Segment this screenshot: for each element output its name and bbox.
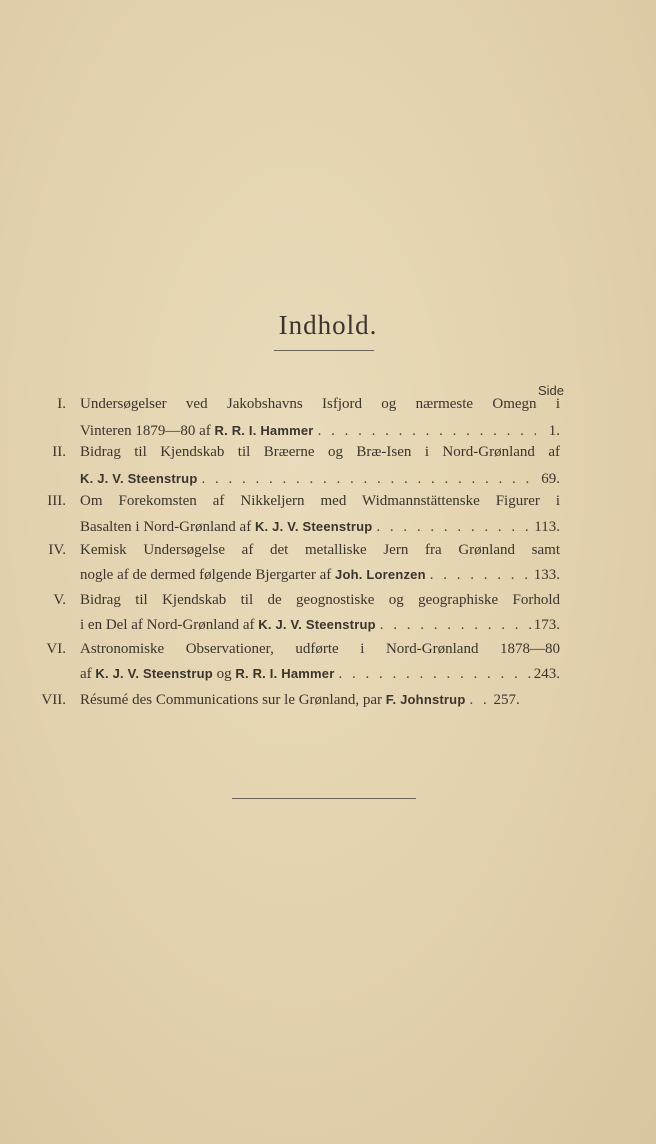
entry-title-line: Undersøgelser ved Jakobshavns Isfjord og nærmeste Omegn i <box>80 396 560 412</box>
entry-author-line <box>80 467 560 491</box>
entry-page-number: 113. <box>534 519 560 535</box>
leader-dots <box>465 688 493 712</box>
entry-title-cont: nogle af de dermed følgende Bjergarter af <box>80 567 336 583</box>
entry-title-line: Kemisk Undersøgelse af det metalliske Jern fra Grønland samt <box>80 542 560 558</box>
entry-numeral: III. <box>47 493 66 509</box>
entry-title-line: Om Forekomsten af Nikkeljern med Widmannstättenske Figurer i <box>80 493 560 509</box>
entry-title-line: Bidrag til Kjendskab til de geognostiske og geographiske Forhold <box>80 592 560 608</box>
entry-numeral: V. <box>53 592 66 608</box>
entry-title-cont: Résumé des Communications sur le Grønland, par <box>80 692 386 708</box>
entry-title-line <box>80 688 560 712</box>
entry-numeral: VII. <box>41 692 66 708</box>
page-title: Indhold. <box>278 310 378 340</box>
leader-dots <box>197 467 536 491</box>
entry-title-line: Bidrag til Kjendskab til Bræerne og Bræ-Isen i Nord-Grønland af <box>80 444 560 460</box>
entry-title-line: Astronomiske Observationer, udførte i Nord-Grønland 1878—80 <box>80 641 560 657</box>
entry-numeral: VI. <box>46 641 66 657</box>
leader-dots <box>372 515 534 539</box>
entry-page-number: 173. <box>533 617 560 633</box>
entry-author: F. Johnstrup <box>385 692 466 707</box>
bottom-rule <box>232 798 416 799</box>
entry-connector: og <box>212 666 236 682</box>
leader-dots <box>426 563 534 587</box>
entry-numeral: I. <box>57 396 66 412</box>
entry-numeral: IV. <box>48 542 66 558</box>
entry-author: Joh. Lorenzen <box>335 567 426 582</box>
entry-page-number: 1. <box>548 423 560 439</box>
entry-author: K. J. V. Steenstrup <box>95 666 213 681</box>
leader-dots <box>334 662 533 686</box>
entry-title-cont: Vinteren 1879—80 af <box>80 423 215 439</box>
entry-author-line <box>80 613 560 637</box>
leader-dots <box>376 613 534 637</box>
title-rule <box>274 350 374 351</box>
entry-author: R. R. I. Hammer <box>235 666 335 681</box>
entry-author: K. J. V. Steenstrup <box>254 519 373 534</box>
entry-page-number: 243. <box>533 666 560 682</box>
entry-page-number: 69. <box>541 471 560 487</box>
entry-title-cont: i en Del af Nord-Grønland af <box>80 617 259 633</box>
entry-numeral: II. <box>52 444 66 460</box>
entry-title-cont: af <box>80 666 96 682</box>
entry-page-number: 133. <box>533 567 560 583</box>
entry-page-number: 257. <box>493 692 520 708</box>
entry-author-line <box>80 563 560 587</box>
entry-author: K. J. V. Steenstrup <box>258 617 376 632</box>
entry-author: R. R. I. Hammer <box>214 423 314 438</box>
entry-author-line <box>80 662 560 686</box>
entry-author: K. J. V. Steenstrup <box>80 471 198 486</box>
page-column-label: Side <box>538 383 565 398</box>
entry-author-line <box>80 515 560 539</box>
entry-title-cont: Basalten i Nord-Grønland af <box>80 519 255 535</box>
